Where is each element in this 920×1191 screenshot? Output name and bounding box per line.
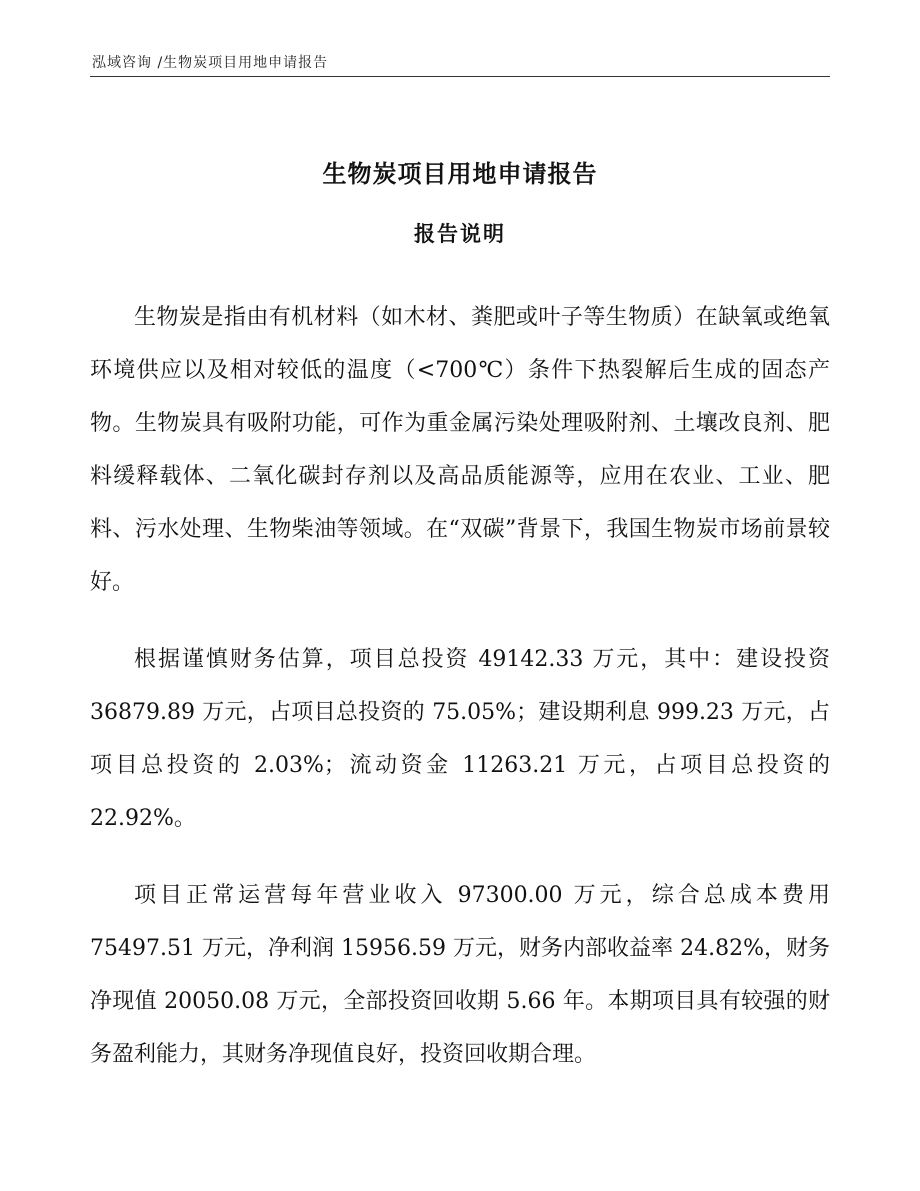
page-header-breadcrumb: 泓域咨询 /生物炭项目用地申请报告 xyxy=(92,55,329,71)
paragraph-intro: 生物炭是指由有机材料（如木材、粪肥或叶子等生物质）在缺氧或绝氧环境供应以及相对较低的温度（<700℃）条件下热裂解后生成的固态产物。生物炭具有吸附功能，可作为重金属污染处理吸附剂、土壤改良剂、肥料缓释载体、二氧化碳封存剂以及高品质能源等，应用在农业、工业、肥料、污水处理、生物柴油等领域。在“双碳”背景下，我国生物炭市场前景较好。 xyxy=(90,305,830,595)
header-divider xyxy=(90,76,830,77)
paragraph-financials: 项目正常运营每年营业收入 97300.00 万元，综合总成本费用 75497.51 万元，净利润 15956.59 万元，财务内部收益率 24.82%，财务净现值 20050.08 万元，全部投资回收期 5.66 年。本期项目具有较强的财务盈利能力，其财务净现值良好，投资回收期合理。 xyxy=(90,883,830,1067)
document-body xyxy=(90,291,830,1105)
document-title: 生物炭项目用地申请报告 xyxy=(322,160,598,188)
section-title: 报告说明 xyxy=(414,222,506,246)
paragraph-investment: 根据谨慎财务估算，项目总投资 49142.33 万元，其中：建设投资 36879.89 万元，占项目总投资的 75.05%；建设期利息 999.23 万元，占项目总投资的 2.03%；流动资金 11263.21 万元，占项目总投资的 22.92%。 xyxy=(90,647,830,831)
